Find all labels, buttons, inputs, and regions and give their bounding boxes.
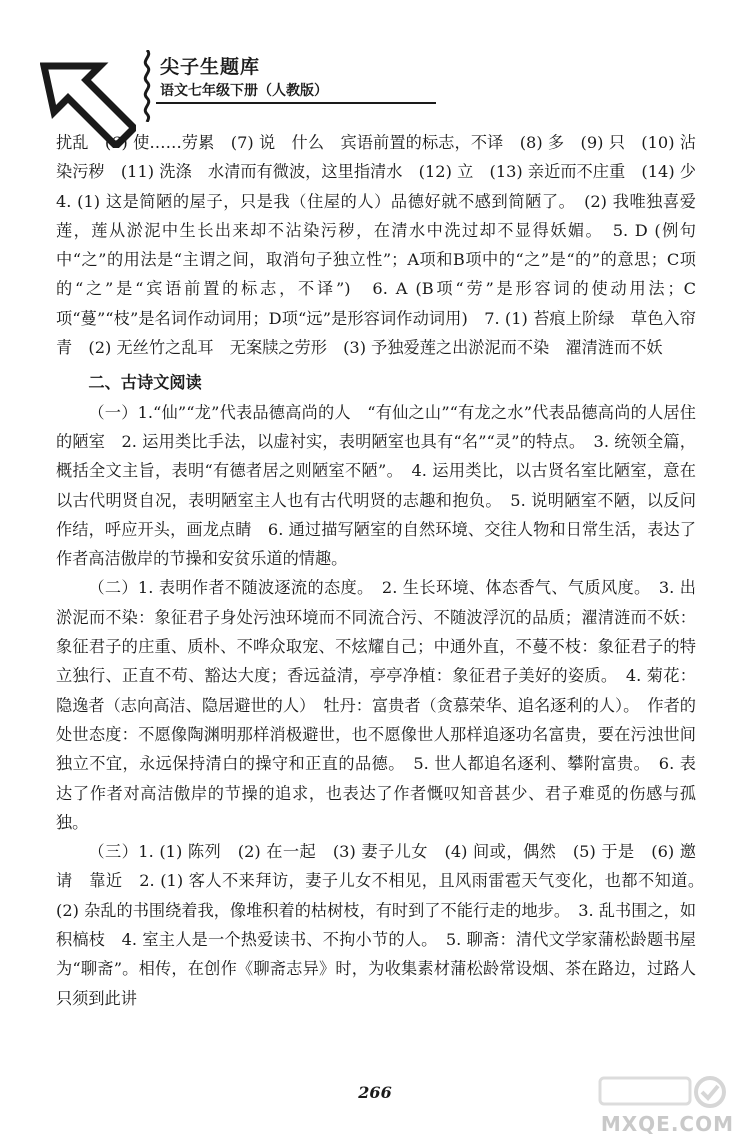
squiggle-divider-icon — [140, 50, 154, 122]
book-subtitle: 语文七年级下册（人教版） — [160, 83, 328, 99]
header-rule — [156, 102, 436, 104]
answer-paragraph: （三）1. (1) 陈列 (2) 在一起 (3) 妻子儿女 (4) 间或，偶然 (5) 于是 (6) 邀请 靠近 2. (1) 客人不来拜访，妻子儿女不相见，且风雨雷雹天气变化，也都不知道。 (2) 杂乱的书围绕着我，像堆积着的枯树枝，有时到了不能行走的地步。 3. 乱书围之，如积槁枝 4. 室主人是一个热爱读书、不拘小节的人。 5. 聊斋：清代文学家蒲松龄题书屋为“聊斋”。相传，在创作《聊斋志异》时，为收集素材蒲松龄常设烟、茶在路边，过路人只须到此讲 — [56, 842, 713, 1008]
section-heading: 二、古诗文阅读 — [88, 373, 202, 393]
watermark-text: MXQE.COM — [600, 1112, 734, 1136]
page-number: 266 — [358, 1083, 392, 1102]
book-title: 尖子生题库 — [160, 56, 261, 78]
answer-paragraph: （一）1.“仙”“龙”代表品德高尚的人 “有仙之山”“有龙之水”代表品德高尚的人居住的陋室 2. 运用类比手法，以虚衬实，表明陋室也具有“名”“灵”的特点。 3. 统领全篇，概括全文主旨，表明“有德者居之则陋室不陋”。 4. 运用类比，以古贤名室比陋室，意在以古代明贤自况，表明陋室主人也有古代明贤的志趣和抱负。 5. 说明陋室不陋，以反问作结，呼应开头，画龙点睛 6. 通过描写陋室的自然环境、交往人物和日常生活，表达了作者高洁傲岸的节操和安贫乐道的情趣。 — [56, 402, 696, 569]
answer-paragraph: 扰乱 (6) 使……劳累 (7) 说 什么 宾语前置的标志，不译 (8) 多 (9) 只 (10) 沾染污秽 (11) 洗涤 水清而有微波，这里指清水 (12) 立 (13) 亲近而不庄重 (14) 少 4. (1) 这是简陋的屋子，只是我（住屋的人）品德好就不感到简陋了。 (2) 我唯独喜爱莲，莲从淤泥中生长出来却不沾染污秽，在清水中洗过却不显得妖媚。 5. D (例句中“之”的用法是“主谓之间，取消句子独立性”；A项和B项中的“之”是“的”的意思；C项的“之”是“宾语前置的标志，不译”) 6. A (B项“劳”是形容词的使动用法；C项“蔓”“枝”是名词作动词用；D项“远”是形容词作动词用) 7. (1) 苔痕上阶绿 草色入帘青 (2) 无丝竹之乱耳 无案牍之劳形 (3) 予独爱莲之出淤泥而不染 濯清涟而不妖 — [56, 133, 713, 358]
answer-content — [56, 128, 713, 1013]
watermark — [560, 1070, 740, 1140]
answer-paragraph: （二）1. 表明作者不随波逐流的态度。 2. 生长环境、体态香气、气质风度。 3. 出淤泥而不染：象征君子身处污浊环境而不同流合污、不随波浮沉的品质；濯清涟而不妖：象征君子的庄重、质朴、不哗众取宠、不炫耀自己；中通外直，不蔓不枝：象征君子的特立独行、正直不苟、豁达大度；香远益清，亭亭净植：象征君子美好的姿质。 4. 菊花：隐逸者（志向高洁、隐居避世的人） 牡丹：富贵者（贪慕荣华、追名逐利的人）。 作者的处世态度：不愿像陶渊明那样消极避世，也不愿像世人那样追逐功名富贵，要在污浊世间独立不宜，永远保持清白的操守和正直的品德。 5. 世人都追名逐利、攀附富贵。 6. 表达了作者对高洁傲岸的节操的追求，也表达了作者慨叹知音甚少、君子难觅的伤感与孤独。 — [56, 578, 696, 832]
